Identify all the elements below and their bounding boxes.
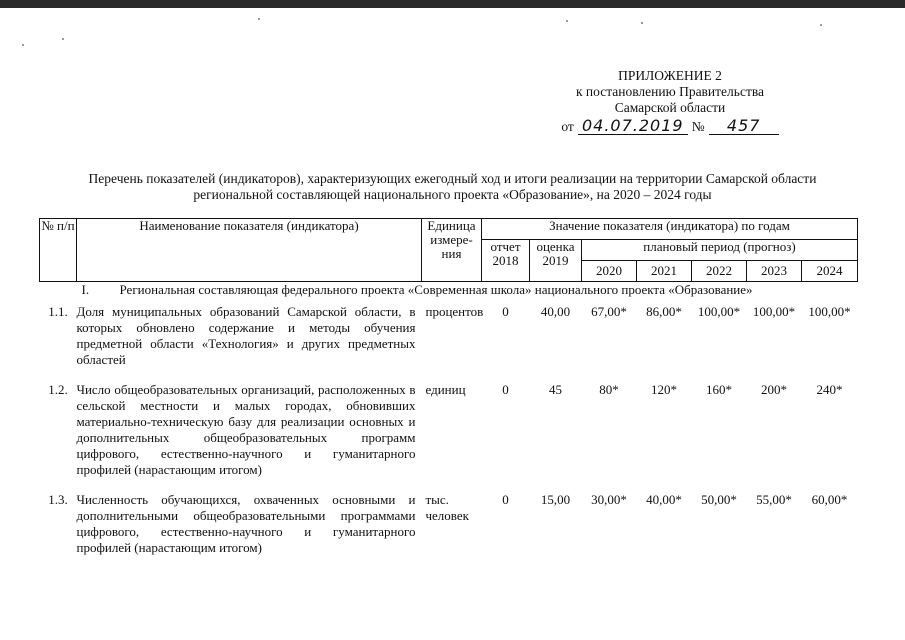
appendix-title: ПРИЛОЖЕНИЕ 2	[618, 68, 722, 83]
header-year: 2020	[582, 261, 637, 282]
table-row	[40, 304, 858, 382]
header-year: 2021	[637, 261, 692, 282]
header-year: 2024	[802, 261, 858, 282]
row-value-2019: 45	[549, 382, 562, 397]
document-title	[30, 171, 875, 203]
appendix-line1: к постановлению Правительства	[575, 84, 765, 99]
header-estimate: оценка 2019	[530, 240, 582, 282]
header-year: 2023	[747, 261, 802, 282]
handwritten-date: 04.07.2019	[578, 117, 688, 135]
table-row	[40, 382, 858, 492]
row-unit: процентов	[425, 304, 484, 319]
appendix-line2: Самарской области	[614, 100, 726, 115]
row-value-2023: 200*	[761, 382, 787, 397]
row-unit: единиц	[425, 382, 466, 397]
row-value-2018: 0	[502, 304, 509, 319]
section-row	[40, 282, 858, 305]
scan-speckle	[22, 44, 24, 46]
scan-speckle	[258, 18, 260, 20]
appendix-date-number	[545, 117, 795, 135]
row-value-2021: 40,00*	[646, 492, 682, 507]
row-value-2021: 120*	[651, 382, 677, 397]
row-value-2022: 50,00*	[701, 492, 737, 507]
row-value-2024: 100,00*	[808, 304, 851, 319]
scan-speckle	[62, 38, 64, 40]
document-title-line2: региональной составляющей национального проекта «Образование», на 2020 – 2024 годы	[193, 187, 712, 202]
handwritten-number: 457	[709, 117, 779, 135]
row-value-2023: 55,00*	[756, 492, 792, 507]
row-value-2019: 15,00	[540, 492, 571, 507]
row-num: 1.1.	[48, 304, 68, 319]
table-row	[40, 492, 858, 570]
row-unit: тыс. человек	[425, 492, 469, 523]
section-heading	[40, 282, 858, 305]
scan-speckle	[820, 24, 822, 26]
header-num: № п/п	[40, 219, 77, 282]
header-year: 2022	[692, 261, 747, 282]
row-value-2020: 67,00*	[591, 304, 627, 319]
header-report: отчет 2018	[482, 240, 530, 282]
header-name: Наименование показателя (индикатора)	[77, 219, 422, 282]
section-title: Региональная составляющая федерального проекта «Современная школа» национального проекта «Образование»	[119, 282, 753, 297]
document-title-line1: Перечень показателей (индикаторов), характеризующих ежегодный ход и итоги реализации на территории Самарской области	[88, 171, 817, 186]
indicators-table	[39, 218, 858, 570]
row-name: Доля муниципальных образований Самарской области, в которых обновлено содержание и методы обучения предметной области «Технология» и других предметных областей	[76, 304, 416, 367]
appendix-header	[545, 68, 795, 135]
row-value-2020: 80*	[599, 382, 619, 397]
header-row-1	[40, 219, 858, 240]
row-value-2018: 0	[502, 382, 509, 397]
scan-top-edge	[0, 0, 905, 8]
row-num: 1.3.	[48, 492, 68, 507]
header-values-group: Значение показателя (индикатора) по годам	[482, 219, 858, 240]
row-value-2019: 40,00	[540, 304, 571, 319]
row-value-2024: 240*	[816, 382, 843, 397]
header-unit: Единица измере-ния	[422, 219, 482, 282]
header-planned: плановый период (прогноз)	[582, 240, 858, 261]
row-value-2023: 100,00*	[752, 304, 796, 319]
number-label: №	[691, 119, 705, 134]
row-value-2022: 160*	[706, 382, 732, 397]
row-name: Число общеобразовательных организаций, расположенных в сельской местности и малых городах, обновивших материально-техническую базу для реализации основных и дополнительных общеобразовательных программ цифрового, естественно-научного и гуманитарного профилей (нарастающим итогом)	[76, 382, 416, 477]
row-value-2018: 0	[502, 492, 509, 507]
row-value-2022: 100,00*	[697, 304, 741, 319]
section-num: I.	[81, 282, 90, 297]
scan-speckle	[566, 20, 568, 22]
row-name: Численность обучающихся, охваченных основными и дополнительными общеобразовательными программами цифрового, естественно-научного и гуманитарного профилей (нарастающим итогом)	[76, 492, 416, 555]
row-value-2024: 60,00*	[811, 492, 848, 507]
from-label: от	[561, 119, 574, 134]
row-num: 1.2.	[48, 382, 68, 397]
scan-speckle	[641, 22, 643, 24]
row-value-2021: 86,00*	[646, 304, 682, 319]
row-value-2020: 30,00*	[591, 492, 627, 507]
